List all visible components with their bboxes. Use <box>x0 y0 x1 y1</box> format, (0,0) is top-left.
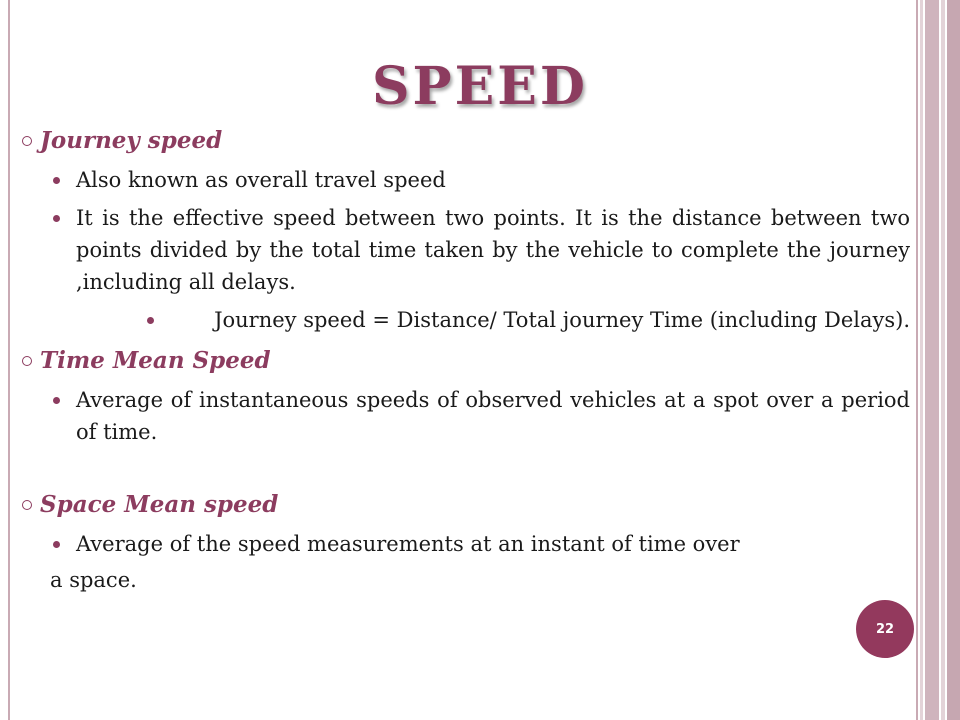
formula-item <box>22 304 910 336</box>
bullet-text: Average of the speed measurements at an instant of time over <box>76 532 740 556</box>
dot-bullet-icon <box>147 317 154 324</box>
section-heading-text: Time Mean Speed <box>40 347 271 374</box>
ring-bullet-icon <box>22 356 32 366</box>
slide-content <box>22 124 910 596</box>
bullet-item <box>22 202 910 298</box>
section-heading-text: Space Mean speed <box>40 491 279 518</box>
bullet-text: It is the effective speed between two points. It is the distance between two points divided by the total time taken by the vehicle to complete the journey ,including all delays. <box>76 206 910 294</box>
bullet-text: Also known as overall travel speed <box>76 168 446 192</box>
section-heading-journey-speed <box>22 124 910 158</box>
ring-bullet-icon <box>22 136 32 146</box>
page-number-badge: 22 <box>856 600 914 658</box>
dot-bullet-icon <box>53 177 60 184</box>
ring-bullet-icon <box>22 500 32 510</box>
section-heading-space-mean-speed <box>22 488 910 522</box>
section-heading-text: Journey speed <box>40 127 223 154</box>
dot-bullet-icon <box>53 215 60 222</box>
section-heading-time-mean-speed <box>22 344 910 378</box>
dot-bullet-icon <box>53 541 60 548</box>
bullet-text: Average of instantaneous speeds of observed vehicles at a spot over a period of time. <box>76 388 910 444</box>
bullet-continuation-text: a space. <box>50 568 137 592</box>
formula-text: Journey speed = Distance/ Total journey Time (including Delays). <box>214 308 910 332</box>
dot-bullet-icon <box>53 397 60 404</box>
slide-title: SPEED <box>371 56 589 117</box>
bullet-item <box>22 164 910 196</box>
bullet-item <box>22 384 910 448</box>
bullet-item <box>22 528 910 560</box>
